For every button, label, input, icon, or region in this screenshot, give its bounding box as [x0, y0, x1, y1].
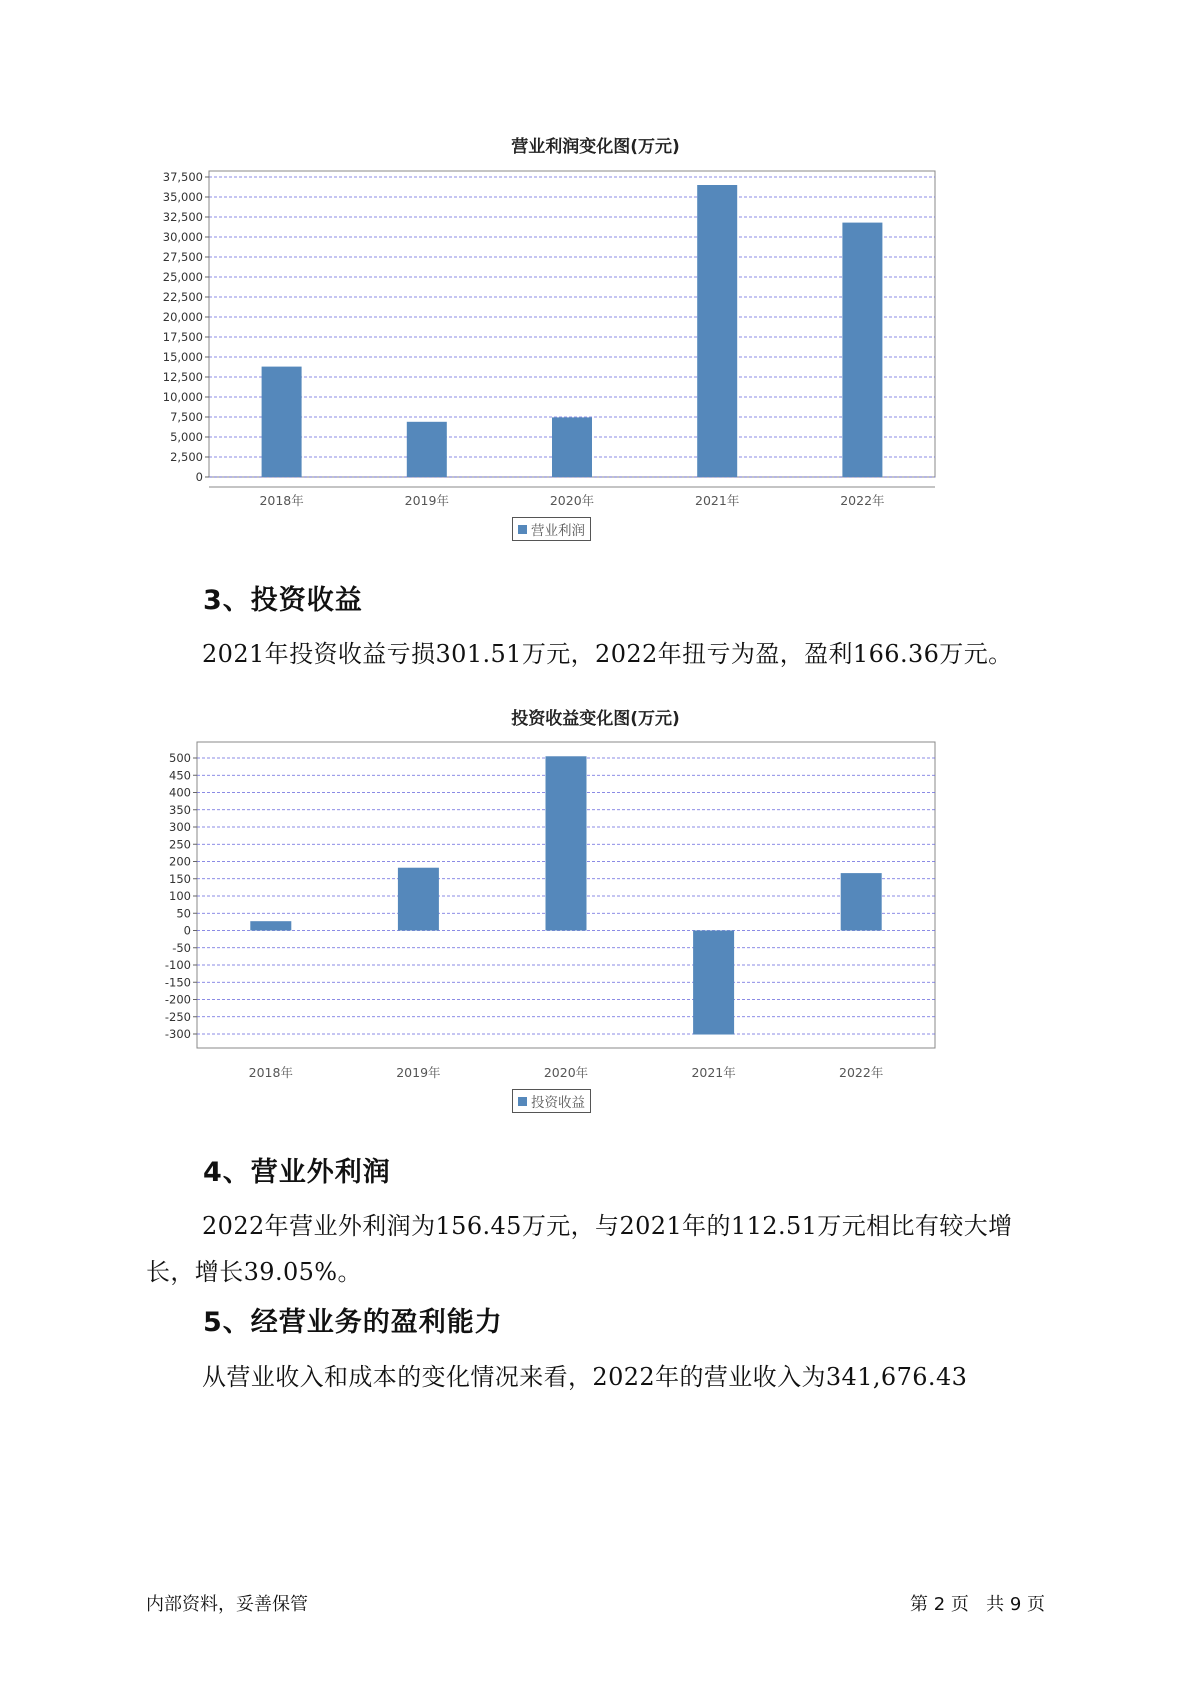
x-tick-label: 2022年 — [840, 493, 885, 508]
y-tick-label: 5,000 — [170, 430, 203, 444]
y-tick-label: 7,500 — [170, 410, 203, 424]
y-tick-label: 150 — [169, 871, 191, 886]
bar — [250, 921, 291, 930]
y-tick-label: 22,500 — [162, 290, 203, 304]
y-tick-label: 50 — [176, 906, 191, 921]
y-tick-label: 0 — [183, 923, 191, 938]
bar — [841, 873, 882, 930]
y-tick-label: -300 — [164, 1027, 191, 1041]
y-tick-label: 32,500 — [162, 210, 203, 224]
y-tick-label: 27,500 — [162, 250, 203, 264]
y-tick-label: 450 — [169, 768, 191, 783]
y-tick-label: 250 — [169, 837, 191, 852]
bar — [693, 931, 734, 1035]
y-tick-label: -200 — [164, 992, 191, 1007]
x-tick-label: 2022年 — [839, 1065, 884, 1080]
page-number: 第 2 页 共 9 页 — [910, 1594, 1045, 1615]
legend-label: 投资收益 — [531, 1095, 585, 1111]
y-tick-label: -50 — [172, 940, 191, 955]
x-tick-label: 2018年 — [248, 1065, 293, 1080]
y-tick-label: 12,500 — [162, 370, 203, 384]
chart-title: 营业利润变化图(万元) — [511, 137, 680, 157]
y-tick-label: 100 — [169, 889, 191, 903]
x-tick-label: 2019年 — [404, 493, 449, 508]
y-tick-label: 500 — [169, 751, 191, 765]
bar — [398, 868, 439, 931]
y-tick-label: -100 — [164, 958, 191, 972]
section-paragraph: 从营业收入和成本的变化情况来看，2022年的营业收入为341,676.43 — [202, 1363, 968, 1391]
section-heading: 5、经营业务的盈利能力 — [203, 1307, 503, 1338]
section-paragraph: 2022年营业外利润为156.45万元，与2021年的112.51万元相比有较大增长，增长39.05%。 — [146, 1212, 1013, 1286]
x-tick-label: 2020年 — [549, 493, 595, 508]
y-tick-label: 10,000 — [162, 390, 203, 404]
x-tick-label: 2021年 — [695, 493, 740, 508]
y-tick-label: 17,500 — [162, 330, 203, 344]
y-tick-label: 37,500 — [162, 170, 203, 184]
y-tick-label: 30,000 — [162, 230, 203, 244]
section-heading: 4、营业外利润 — [203, 1157, 391, 1188]
legend-label: 营业利润 — [531, 523, 585, 539]
legend-swatch — [518, 1097, 527, 1106]
y-tick-label: 0 — [195, 470, 203, 484]
y-tick-label: 35,000 — [162, 190, 203, 204]
y-tick-label: 20,000 — [162, 310, 203, 324]
x-tick-label: 2018年 — [259, 493, 304, 508]
chart-title: 投资收益变化图(万元) — [511, 709, 680, 729]
y-tick-label: 400 — [169, 785, 191, 800]
y-tick-label: 300 — [169, 820, 191, 834]
x-tick-label: 2019年 — [396, 1065, 441, 1080]
x-tick-label: 2021年 — [691, 1065, 736, 1080]
y-tick-label: -150 — [164, 975, 191, 990]
y-tick-label: 2,500 — [170, 450, 203, 464]
x-tick-label: 2020年 — [543, 1065, 589, 1080]
y-tick-label: 15,000 — [162, 350, 203, 364]
y-tick-label: 200 — [169, 854, 191, 869]
footer-note: 内部资料，妥善保管 — [146, 1594, 308, 1615]
section-heading: 3、投资收益 — [203, 585, 363, 616]
section-paragraph: 2021年投资收益亏损301.51万元，2022年扭亏为盈，盈利166.36万元。 — [202, 640, 1013, 668]
chart-legend — [512, 1089, 591, 1113]
bar — [546, 756, 587, 930]
y-tick-label: 350 — [169, 802, 191, 817]
y-tick-label: -250 — [164, 1009, 191, 1024]
y-tick-label: 25,000 — [162, 270, 203, 284]
